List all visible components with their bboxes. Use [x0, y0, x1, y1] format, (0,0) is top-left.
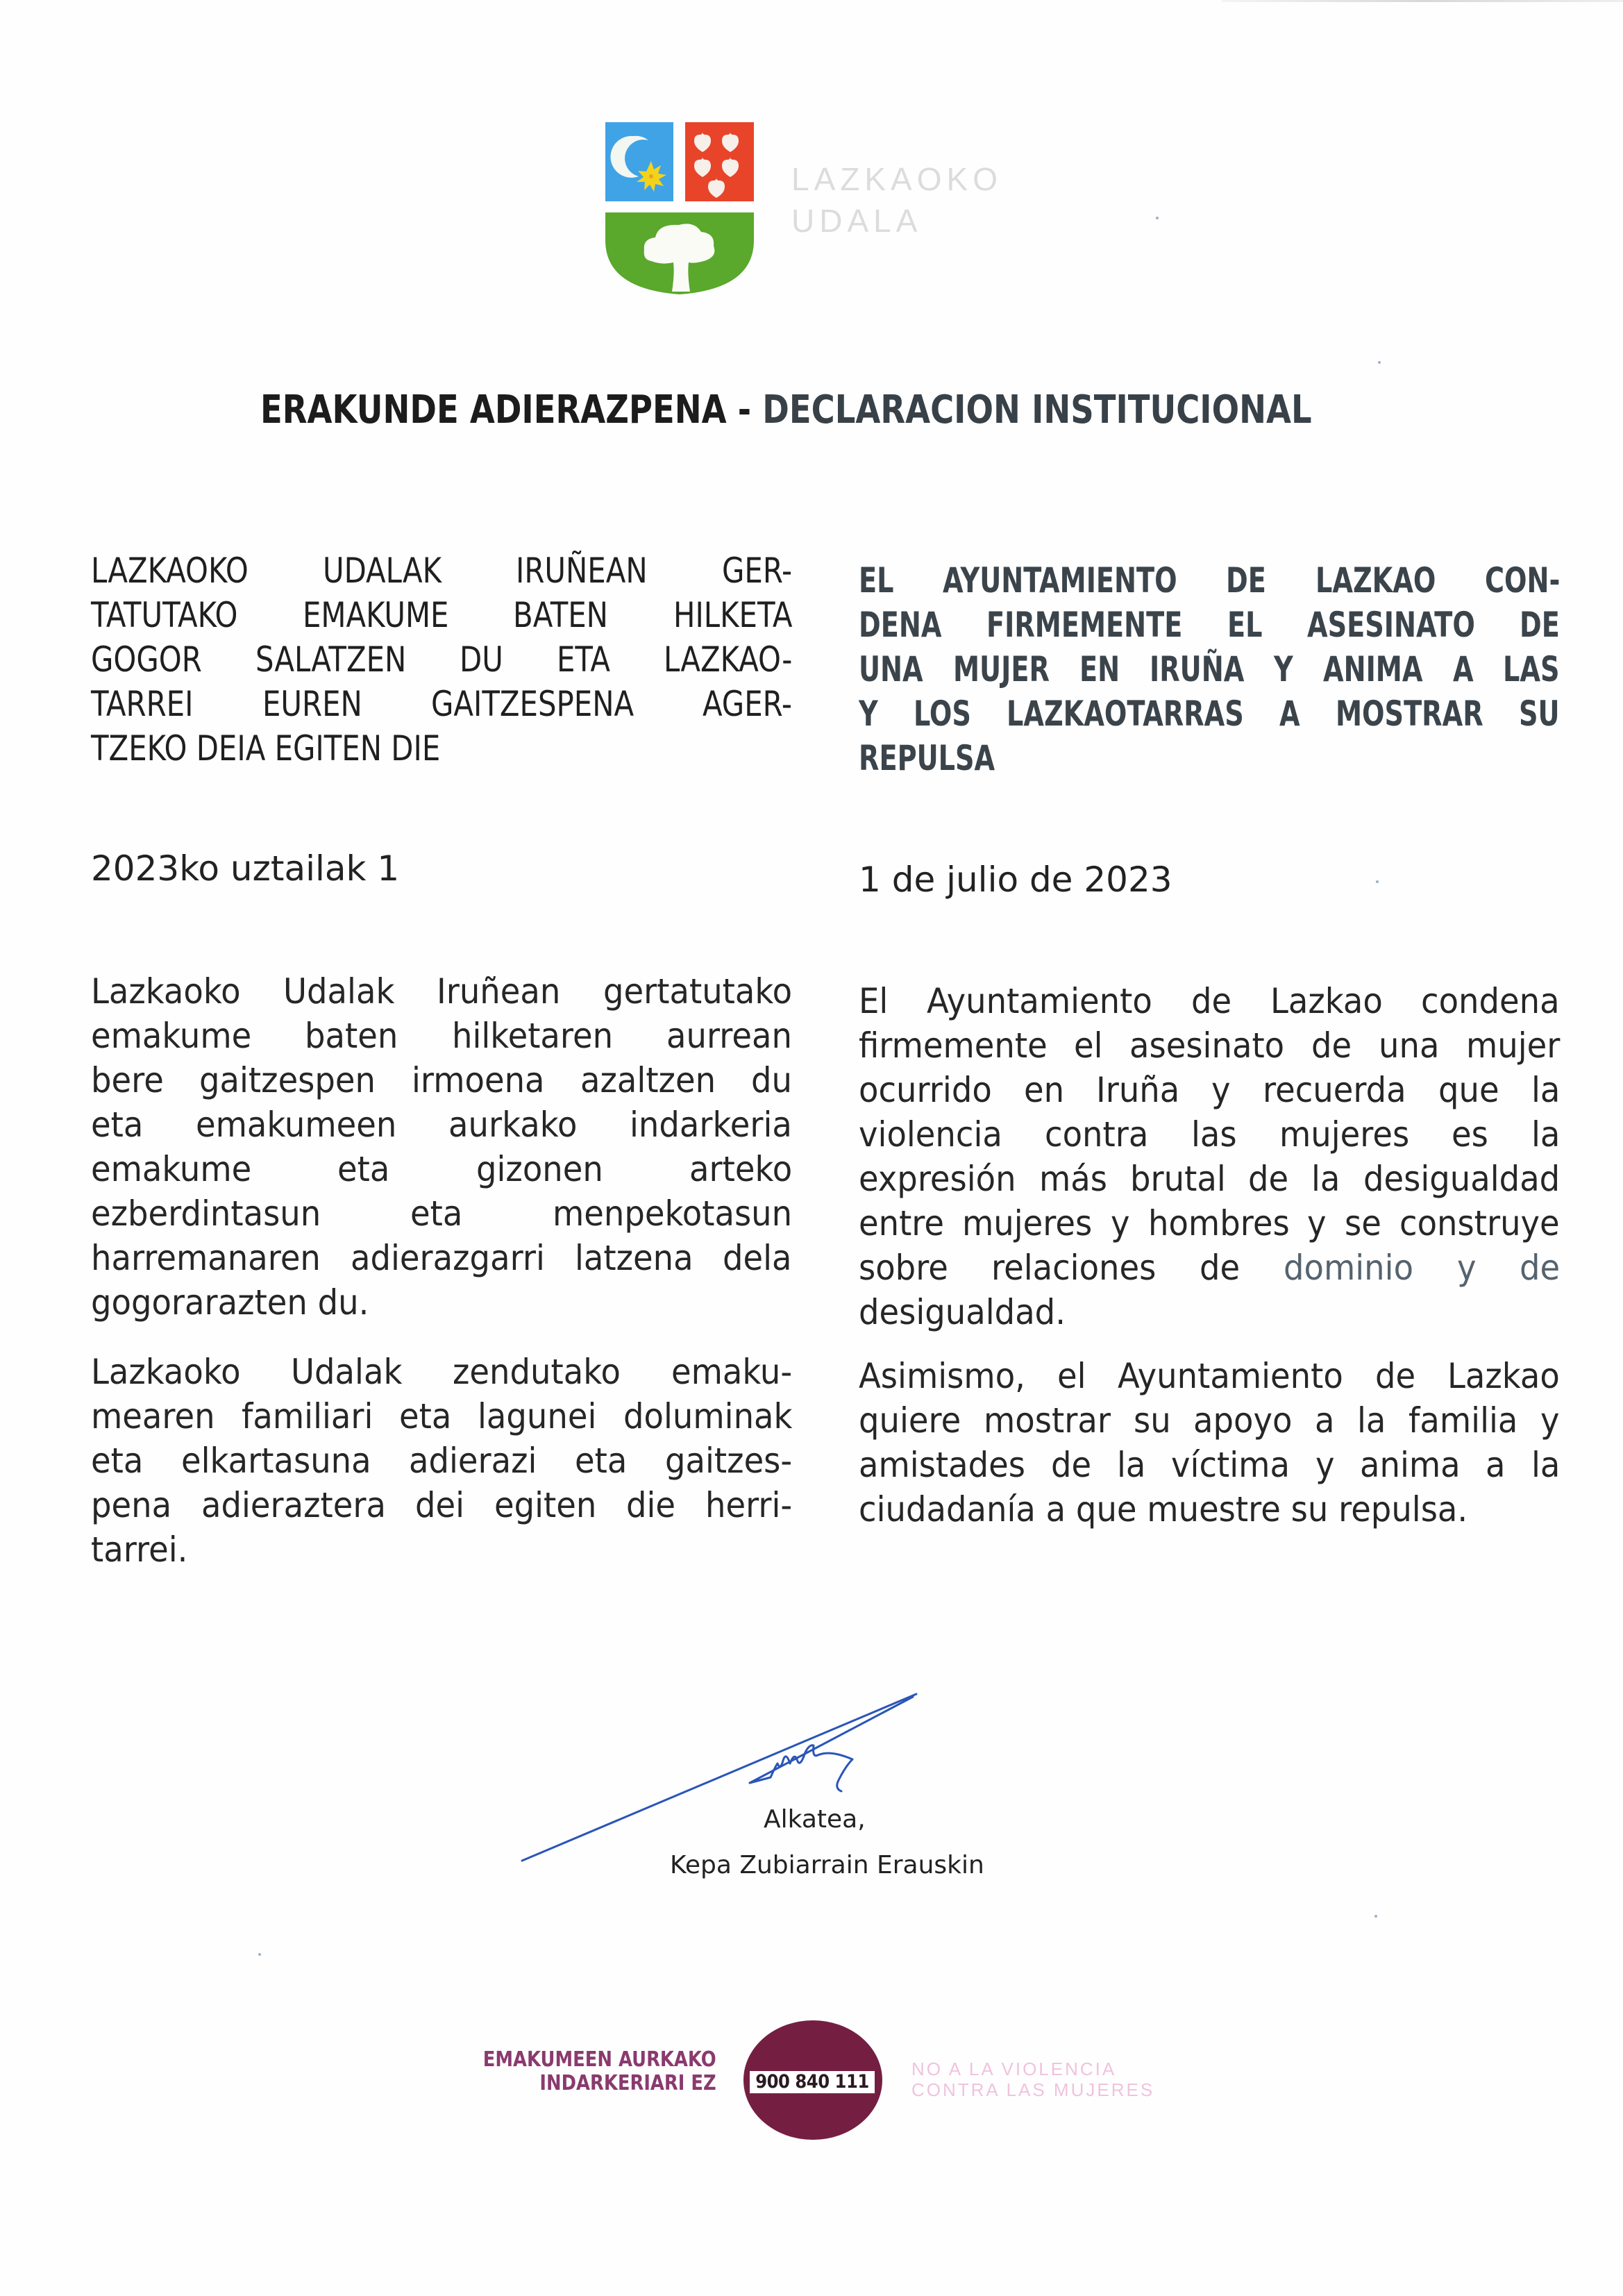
word: mostrar [983, 1400, 1111, 1441]
text-line [859, 647, 1560, 692]
word: du [750, 1060, 792, 1100]
text-line [859, 558, 1560, 603]
word: anima [1359, 1445, 1461, 1485]
paragraph-spanish-2 [859, 1354, 1560, 1532]
word: EN [1079, 649, 1120, 689]
word: recuerda [1263, 1070, 1406, 1110]
word: gaitzes- [664, 1441, 793, 1481]
title-spanish: DECLARACION INSTITUCIONAL [762, 387, 1312, 433]
word: aurrean [666, 1016, 792, 1056]
campaign-spanish [911, 2059, 1154, 2100]
word: familiari [241, 1396, 373, 1436]
text-line [91, 726, 792, 771]
coat-of-arms-logo [605, 122, 755, 294]
word: y [1456, 1248, 1477, 1288]
word: A [1452, 649, 1474, 689]
scan-edge [1222, 0, 1623, 2]
campaign-spanish-line2: CONTRA LAS MUJERES [911, 2079, 1155, 2100]
word: emakume [91, 1016, 252, 1056]
word: víctima [1170, 1445, 1290, 1485]
word: El [859, 981, 889, 1021]
word: y [1315, 1445, 1335, 1485]
word: hombres [1147, 1203, 1290, 1243]
word: la [1357, 1400, 1386, 1441]
text-line [91, 593, 792, 637]
text-line [91, 1103, 792, 1147]
text-line [859, 1443, 1560, 1487]
word: Udalak [283, 971, 395, 1012]
word: LAZKAO- [663, 639, 792, 680]
word: amistades [859, 1445, 1026, 1485]
text-line [91, 1439, 792, 1483]
word: bere [91, 1060, 164, 1100]
word: eta [337, 1149, 390, 1189]
campaign-basque-line1: EMAKUMEEN AURKAKO [483, 2047, 716, 2072]
word: eta [91, 1441, 144, 1481]
title-basque: ERAKUNDE ADIERAZPENA [260, 387, 727, 433]
text-line [91, 1394, 792, 1439]
logo-text-line2: UDALA [791, 203, 923, 239]
text-line [859, 603, 1560, 647]
scan-speck [1376, 880, 1379, 883]
word: y [1211, 1070, 1231, 1110]
word: el [1057, 1356, 1086, 1396]
word: Iruña [1096, 1070, 1180, 1110]
word: AYUNTAMIENTO [943, 560, 1177, 601]
word: y [1110, 1203, 1130, 1243]
word: LOS [914, 694, 971, 734]
word: Ayuntamiento [1118, 1356, 1344, 1396]
word: REPULSA [859, 738, 995, 778]
word: irmoena [411, 1060, 545, 1100]
word: eta [410, 1193, 463, 1234]
text-line [91, 1280, 792, 1325]
word: la [1531, 1114, 1560, 1155]
word: GOGOR [91, 639, 202, 680]
word: EL [1227, 605, 1263, 645]
scan-speck [1374, 1915, 1377, 1918]
word: Y [859, 694, 878, 734]
word: mearen [91, 1396, 215, 1436]
logo-wordmark [791, 158, 1002, 242]
text-line [859, 692, 1560, 736]
word: contra [1045, 1114, 1149, 1155]
scan-speck [1156, 217, 1159, 219]
word: a [1486, 1445, 1506, 1485]
text-line [91, 1014, 792, 1058]
word: ASESINATO [1306, 605, 1475, 645]
word: quiere [859, 1400, 961, 1441]
word: UNA [859, 649, 923, 689]
word: y [1540, 1400, 1560, 1441]
word: eta [574, 1441, 628, 1481]
handwritten-signature [514, 1673, 986, 1882]
word: hilketaren [451, 1016, 613, 1056]
word: gogorarazten du. [91, 1282, 369, 1323]
word: zendutako [453, 1352, 621, 1392]
text-line [859, 1354, 1560, 1398]
word: harremanaren [91, 1238, 321, 1278]
word: expresión [859, 1159, 1016, 1199]
word: emaku- [671, 1352, 792, 1392]
text-line [91, 1191, 792, 1236]
word: que [1438, 1070, 1499, 1110]
word: dei [415, 1485, 465, 1525]
word: aurkako [448, 1105, 578, 1145]
text-line [91, 1147, 792, 1191]
word: Lazkaoko [91, 1352, 241, 1392]
word: en [1023, 1070, 1064, 1110]
title-separator: - [726, 387, 763, 433]
word: de [1519, 1248, 1560, 1288]
word: pena [91, 1485, 172, 1525]
word: firmemente [859, 1025, 1048, 1066]
campaign-basque [483, 2048, 716, 2095]
scan-speck [258, 1953, 261, 1956]
word: desigualdad. [859, 1292, 1066, 1332]
word: familia [1408, 1400, 1518, 1441]
word: adierazgarri [350, 1238, 545, 1278]
text-line [859, 1112, 1560, 1157]
text-line [859, 1246, 1560, 1290]
word: mujeres [1279, 1114, 1410, 1155]
text-line [91, 1527, 792, 1572]
text-line [91, 1236, 792, 1280]
word: gertatutako [603, 971, 793, 1012]
word: LAS [1503, 649, 1560, 689]
word: Asimismo, [859, 1356, 1025, 1396]
word: la [1531, 1070, 1560, 1110]
paragraph-basque-1 [91, 969, 792, 1325]
word: dela [723, 1238, 793, 1278]
word: DE [1226, 560, 1267, 601]
word: UDALAK [322, 551, 442, 591]
word: A [1279, 694, 1301, 734]
word: emakume [91, 1149, 252, 1189]
word: MUJER [952, 649, 1050, 689]
word: Y [1274, 649, 1294, 689]
word: FIRMEMENTE [986, 605, 1183, 645]
word: ETA [556, 639, 610, 680]
hotline-number: 900 840 111 [750, 2071, 875, 2093]
word: Udalak [291, 1352, 403, 1392]
word: desigualdad [1363, 1159, 1560, 1199]
word: EMAKUME [302, 595, 449, 635]
word: GAITZESPENA [430, 684, 634, 724]
word: emakumeen [195, 1105, 397, 1145]
word: tarrei. [91, 1530, 188, 1570]
word: más [1038, 1159, 1107, 1199]
heading-basque [91, 548, 792, 771]
word: mujer [1465, 1025, 1560, 1066]
word: violencia [859, 1114, 1002, 1155]
signatory-name: Kepa Zubiarrain Erauskin [670, 1851, 984, 1879]
word: SU [1519, 694, 1561, 734]
word: de [1248, 1159, 1289, 1199]
word: el [1074, 1025, 1103, 1066]
word: de [1200, 1248, 1241, 1288]
word: la [1311, 1159, 1340, 1199]
word: DU [459, 639, 503, 680]
word: Lazkao [1270, 981, 1383, 1021]
word: de [1050, 1445, 1091, 1485]
word: mujeres [962, 1203, 1093, 1243]
document-title [260, 387, 1312, 433]
text-line [91, 1350, 792, 1394]
hotline-badge [743, 2020, 882, 2140]
text-line [859, 1290, 1560, 1334]
text-line [859, 1068, 1560, 1112]
word: adieraztera [201, 1485, 386, 1525]
word: TARREI [91, 684, 194, 724]
word: brutal [1129, 1159, 1226, 1199]
text-line [91, 682, 792, 726]
word: es [1452, 1114, 1489, 1155]
word: HILKETA [673, 595, 792, 635]
text-line [91, 637, 792, 682]
word: EUREN [262, 684, 362, 724]
word: ANIMA [1323, 649, 1423, 689]
text-line [859, 1157, 1560, 1201]
word: sobre [859, 1248, 948, 1288]
word: SALATZEN [255, 639, 407, 680]
word: de [1191, 981, 1231, 1021]
word: LAZKAOTARRAS [1007, 694, 1245, 734]
word: elkartasuna [180, 1441, 371, 1481]
word: dominio [1284, 1248, 1414, 1288]
word: AGER- [703, 684, 792, 724]
word: adierazi [408, 1441, 537, 1481]
word: eta [91, 1105, 144, 1145]
text-line [91, 1483, 792, 1527]
logo-text-line1: LAZKAOKO [791, 161, 1002, 197]
word: LAZKAOKO [91, 551, 249, 591]
word: lagunei [478, 1396, 597, 1436]
word: arteko [689, 1149, 793, 1189]
word: Ayuntamiento [927, 981, 1152, 1021]
text-line [859, 979, 1560, 1023]
paragraph-basque-2 [91, 1350, 792, 1572]
word: de [1375, 1356, 1416, 1396]
word: DENA [859, 605, 942, 645]
word: menpekotasun [552, 1193, 792, 1234]
text-line [91, 548, 792, 593]
word: ezberdintasun [91, 1193, 321, 1234]
word: las [1191, 1114, 1237, 1155]
text-line [859, 1487, 1560, 1532]
word: CON- [1484, 560, 1561, 601]
word: MOSTRAR [1336, 694, 1484, 734]
word: asesinato [1129, 1025, 1285, 1066]
word: baten [305, 1016, 398, 1056]
word: la [1116, 1445, 1146, 1485]
word: azaltzen [580, 1060, 716, 1100]
word: Iruñean [437, 971, 561, 1012]
word: y [1307, 1203, 1327, 1243]
word: DE [1520, 605, 1560, 645]
word: una [1378, 1025, 1440, 1066]
word: condena [1421, 981, 1560, 1021]
word: latzena [574, 1238, 693, 1278]
word: construye [1399, 1203, 1560, 1243]
word: gaitzespen [199, 1060, 376, 1100]
word: Lazkaoko [91, 971, 241, 1012]
word: relaciones [991, 1248, 1157, 1288]
text-line [859, 736, 1560, 780]
word: BATEN [513, 595, 609, 635]
word: herri- [705, 1485, 792, 1525]
word: se [1345, 1203, 1382, 1243]
campaign-basque-line2: INDARKERIARI EZ [539, 2071, 716, 2095]
word: EL [859, 560, 894, 601]
scan-speck [1378, 361, 1381, 364]
paragraph-spanish-1 [859, 979, 1560, 1334]
text-line [91, 1058, 792, 1103]
word: egiten [494, 1485, 597, 1525]
heading-spanish [859, 558, 1560, 780]
campaign-spanish-line1: NO A LA VIOLENCIA [911, 2059, 1117, 2079]
word: doluminak [623, 1396, 793, 1436]
word: ciudadanía a que muestre su repulsa. [859, 1489, 1468, 1530]
word: entre [859, 1203, 945, 1243]
word: LAZKAO [1315, 560, 1436, 601]
word: la [1531, 1445, 1560, 1485]
word: de [1311, 1025, 1352, 1066]
date-basque: 2023ko uztailak 1 [91, 848, 400, 889]
word: die [626, 1485, 676, 1525]
word: gizonen [476, 1149, 603, 1189]
word: IRUÑEAN [516, 551, 648, 591]
signatory-role: Alkatea, [764, 1805, 866, 1834]
word: ocurrido [859, 1070, 992, 1110]
word: Lazkao [1447, 1356, 1560, 1396]
word: IRUÑA [1149, 649, 1245, 689]
word: indarkeria [630, 1105, 792, 1145]
text-line [859, 1201, 1560, 1246]
date-spanish: 1 de julio de 2023 [859, 860, 1172, 900]
word: su [1133, 1400, 1171, 1441]
word: TZEKO DEIA EGITEN DIE [91, 728, 441, 769]
word: GER- [721, 551, 792, 591]
text-line [859, 1023, 1560, 1068]
word: a [1315, 1400, 1335, 1441]
word: TATUTAKO [91, 595, 238, 635]
text-line [859, 1398, 1560, 1443]
word: eta [398, 1396, 452, 1436]
word: apoyo [1193, 1400, 1293, 1441]
text-line [91, 969, 792, 1014]
